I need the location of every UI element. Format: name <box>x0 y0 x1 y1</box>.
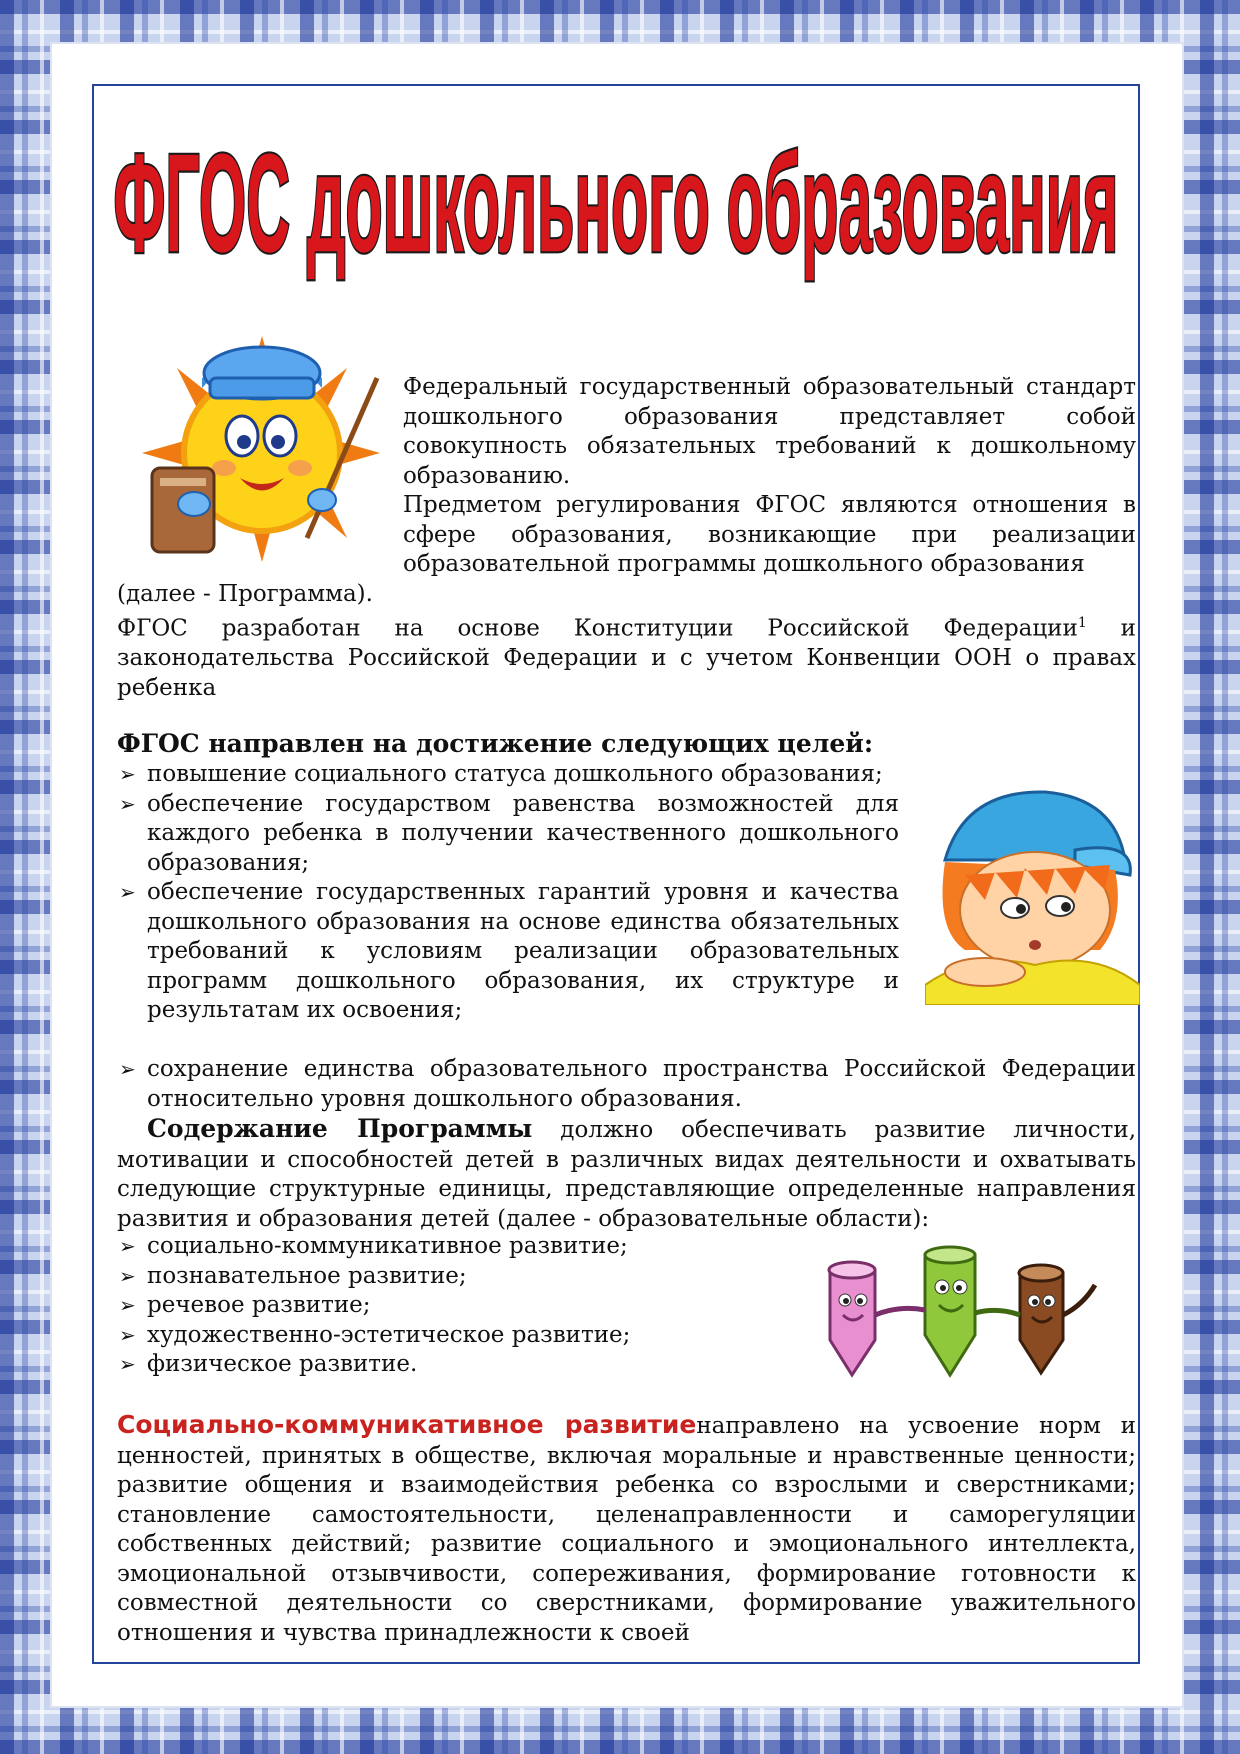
intro-paragraph-3 <box>117 609 1136 703</box>
goals-list-1 <box>117 760 899 1026</box>
arrow-bullet-icon: ➢ <box>119 791 136 816</box>
intro-paragraph-2-end <box>117 580 1136 610</box>
intro-paragraph-1 <box>403 373 1136 491</box>
arrow-bullet-icon: ➢ <box>119 880 136 904</box>
intro-text-2: Предметом регулирования ФГОС являются отношения в сфере образования, возникающие при реализации образовательной программы дошкольного образования <box>403 492 1136 577</box>
program-bold-text: Содержание Программы <box>147 1114 533 1143</box>
page-title <box>96 95 1136 295</box>
goals-heading-text: ФГОС направлен на достижение следующих целей: <box>117 729 874 758</box>
sun-teacher-illustration <box>132 318 392 580</box>
list-item: ➢ обеспечение государственных гарантий уровня и качества дошкольного образования на основе единства обязательных требований к условиям реализации образовательных программ дошкольного образования, их структуре и результатам их освоения; <box>119 879 899 1023</box>
social-paragraph <box>117 1410 1136 1648</box>
goals-list-2 <box>117 1055 1136 1114</box>
arrow-bullet-icon: ➢ <box>119 1057 136 1081</box>
arrow-bullet-icon: ➢ <box>119 1234 136 1258</box>
intro-text-1: Федеральный государственный образовательный стандарт дошкольного образования представляет собой совокупность обязательных требований к дошкольному образованию. <box>403 374 1136 489</box>
footnote-mark: 1 <box>1077 615 1087 631</box>
arrow-bullet-icon: ➢ <box>119 1322 136 1347</box>
arrow-bullet-icon: ➢ <box>119 1352 136 1376</box>
list-item: ➢ обеспечение государством равенства возможностей для каждого ребенка в получении качественного дошкольного образования; <box>119 790 899 876</box>
list-item: ➢ сохранение единства образовательного пространства Российской Федерации относительно уровня дошкольного образования. <box>119 1056 1136 1112</box>
intro-text-3a: ФГОС разработан на основе Конституции Российской Федерации <box>117 615 1078 642</box>
intro-text-2-end: (далее - Программа). <box>117 581 373 607</box>
list-item: ➢ художественно-эстетическое развитие; <box>117 1321 817 1351</box>
list-item: ➢ социально-коммуникативное развитие; <box>117 1232 817 1262</box>
arrow-bullet-icon: ➢ <box>119 1263 136 1288</box>
boy-illustration <box>925 780 1140 1005</box>
list-item: ➢ речевое развитие; <box>117 1291 817 1321</box>
arrow-bullet-icon: ➢ <box>119 1293 136 1317</box>
intro-paragraph-2 <box>403 491 1136 580</box>
program-text: должно обеспечивать развитие личности, мотивации и способностей детей в различных видах деятельности и охватывать следующие структурные единицы, представляющие определенные направления развития и образования детей (далее - образовательные области): <box>117 1117 1136 1232</box>
list-item: ➢ познавательное развитие; <box>117 1262 817 1292</box>
title-text: ФГОС дошкольного образования <box>113 124 1119 282</box>
goals-heading <box>117 729 1136 759</box>
list-item: ➢ физическое развитие. <box>117 1350 817 1380</box>
program-paragraph <box>117 1114 1136 1234</box>
arrow-bullet-icon: ➢ <box>119 762 136 786</box>
pencils-illustration <box>805 1245 1105 1380</box>
intro-text-3b: и законодательства Российской Федерации и с учетом Конвенции ООН о правах ребенка <box>117 615 1136 701</box>
social-text: направлено на усвоение норм и ценностей, принятых в обществе, включая моральные и нравственные ценности; развитие общения и взаимодействия ребенка со взрослыми и сверстниками; становление самостоятельности, целенаправленности и саморегуляции собственных действий; развитие социального и эмоционального интеллекта, эмоциональной отзывчивости, сопереживания, формирование готовности к совместной деятельности со сверстниками, формирование уважительного отношения и чувства принадлежности к своей <box>117 1413 1136 1646</box>
list-item: ➢ повышение социального статуса дошкольного образования; <box>117 760 899 790</box>
areas-list <box>117 1232 817 1380</box>
social-heading: Социально-коммуникативное развитие <box>117 1410 697 1439</box>
